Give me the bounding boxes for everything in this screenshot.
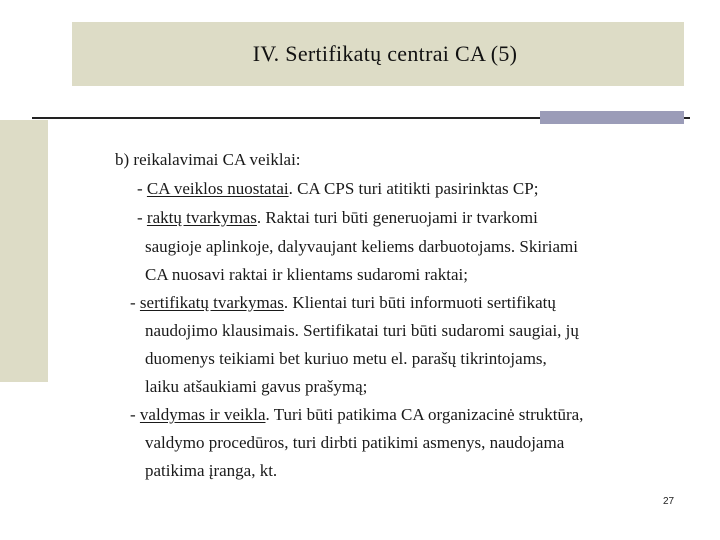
- item-text: . CA CPS turi atitikti pasirinktas CP;: [288, 179, 539, 198]
- item-text: . Raktai turi būti generuojami ir tvarkomi: [256, 208, 538, 227]
- list-item: [130, 406, 583, 423]
- slide-title: IV. Sertifikatų centrai CA (5): [252, 41, 518, 66]
- item-prefix: -: [137, 208, 147, 227]
- item-continuation: saugioje aplinkoje, dalyvaujant keliems darbuotojams. Skiriami: [145, 237, 578, 256]
- item-term: sertifikatų tvarkymas: [139, 293, 284, 312]
- item-continuation: CA nuosavi raktai ir klientams sudaromi raktai;: [145, 265, 468, 284]
- item-text: . Turi būti patikima CA organizacinė struktūra,: [265, 405, 584, 424]
- item-prefix: -: [137, 179, 147, 198]
- item-term: CA veiklos nuostatai: [146, 179, 289, 198]
- item-term: raktų tvarkymas: [146, 208, 257, 227]
- list-item: [130, 294, 556, 311]
- item-continuation: patikima įranga, kt.: [145, 461, 278, 480]
- item-continuation: valdymo procedūros, turi dirbti patikimi asmenys, naudojama: [145, 433, 565, 452]
- item-text: . Klientai turi būti informuoti sertifikatų: [283, 293, 556, 312]
- intro-line: b) reikalavimai CA veiklai:: [115, 150, 301, 169]
- item-term: valdymas ir veikla: [139, 405, 266, 424]
- list-item: [137, 180, 538, 197]
- page-number: 27: [663, 496, 675, 507]
- item-continuation: naudojimo klausimais. Sertifikatai turi būti sudaromi saugiai, jų: [145, 321, 579, 340]
- list-item: [137, 209, 538, 226]
- item-prefix: -: [130, 293, 140, 312]
- item-continuation: duomenys teikiami bet kuriuo metu el. parašų tikrintojams,: [145, 349, 547, 368]
- item-prefix: -: [130, 405, 140, 424]
- item-continuation: laiku atšaukiami gavus prašymą;: [145, 377, 368, 396]
